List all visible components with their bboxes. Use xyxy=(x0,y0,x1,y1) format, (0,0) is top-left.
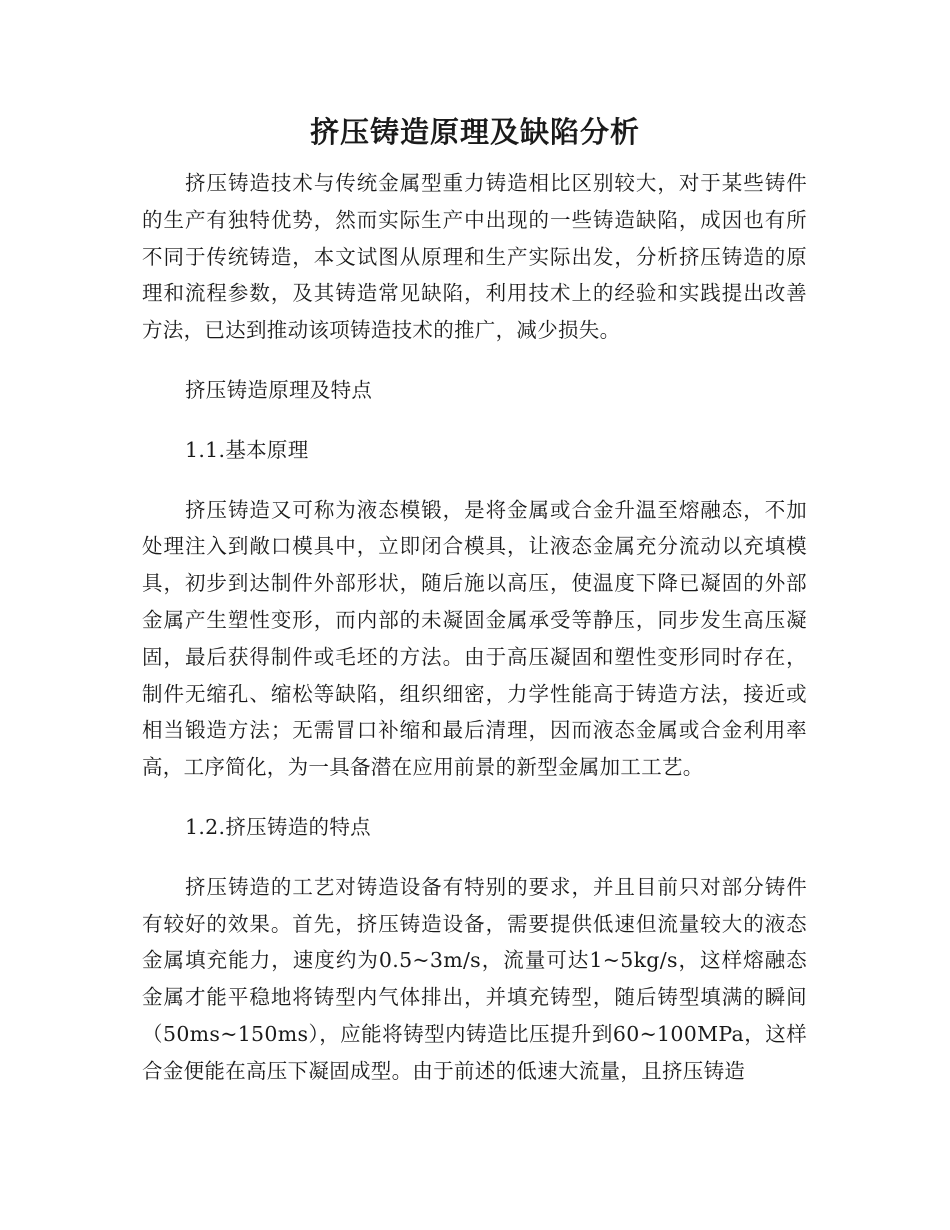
section-heading: 挤压铸造原理及特点 xyxy=(185,377,373,402)
subsection-heading: 1.2.挤压铸造的特点 xyxy=(185,814,371,839)
document-body xyxy=(142,165,807,1090)
subsection-heading: 1.1.基本原理 xyxy=(185,437,309,462)
paragraph-intro: 挤压铸造技术与传统金属型重力铸造相比区别较大，对于某些铸件的生产有独特优势，然而实际生产中出现的一些铸造缺陷，成因也有所不同于传统铸造，本文试图从原理和生产实际出发，分析挤压铸造的原理和流程参数，及其铸造常见缺陷，利用技术上的经验和实践提出改善方法，已达到推动该项铸造技术的推广，减少损失。 xyxy=(142,171,807,343)
paragraph-principle: 挤压铸造又可称为液态模锻，是将金属或合金升温至熔融态，不加处理注入到敞口模具中，立即闭合模具，让液态金属充分流动以充填模具，初步到达制件外部形状，随后施以高压，使温度下降已凝固的外部金属产生塑性变形，而内部的未凝固金属承受等静压，同步发生高压凝固，最后获得制件或毛坯的方法。由于高压凝固和塑性变形同时存在，制件无缩孔、缩松等缺陷，组织细密，力学性能高于铸造方法，接近或相当锻造方法；无需冒口补缩和最后清理，因而液态金属或合金利用率高，工序简化，为一具备潜在应用前景的新型金属加工工艺。 xyxy=(142,497,807,780)
paragraph-features: 挤压铸造的工艺对铸造设备有特别的要求，并且目前只对部分铸件有较好的效果。首先，挤压铸造设备，需要提供低速但流量较大的液态金属填充能力，速度约为0.5~3m/s，流量可达1~5kg/s，这样熔融态金属才能平稳地将铸型内气体排出，并填充铸型，随后铸型填满的瞬间（50ms~150ms），应能将铸型内铸造比压提升到60~100MPa，这样合金便能在高压下凝固成型。由于前述的低速大流量，且挤压铸造 xyxy=(142,874,807,1083)
document-title: 挤压铸造原理及缺陷分析 xyxy=(309,115,640,149)
